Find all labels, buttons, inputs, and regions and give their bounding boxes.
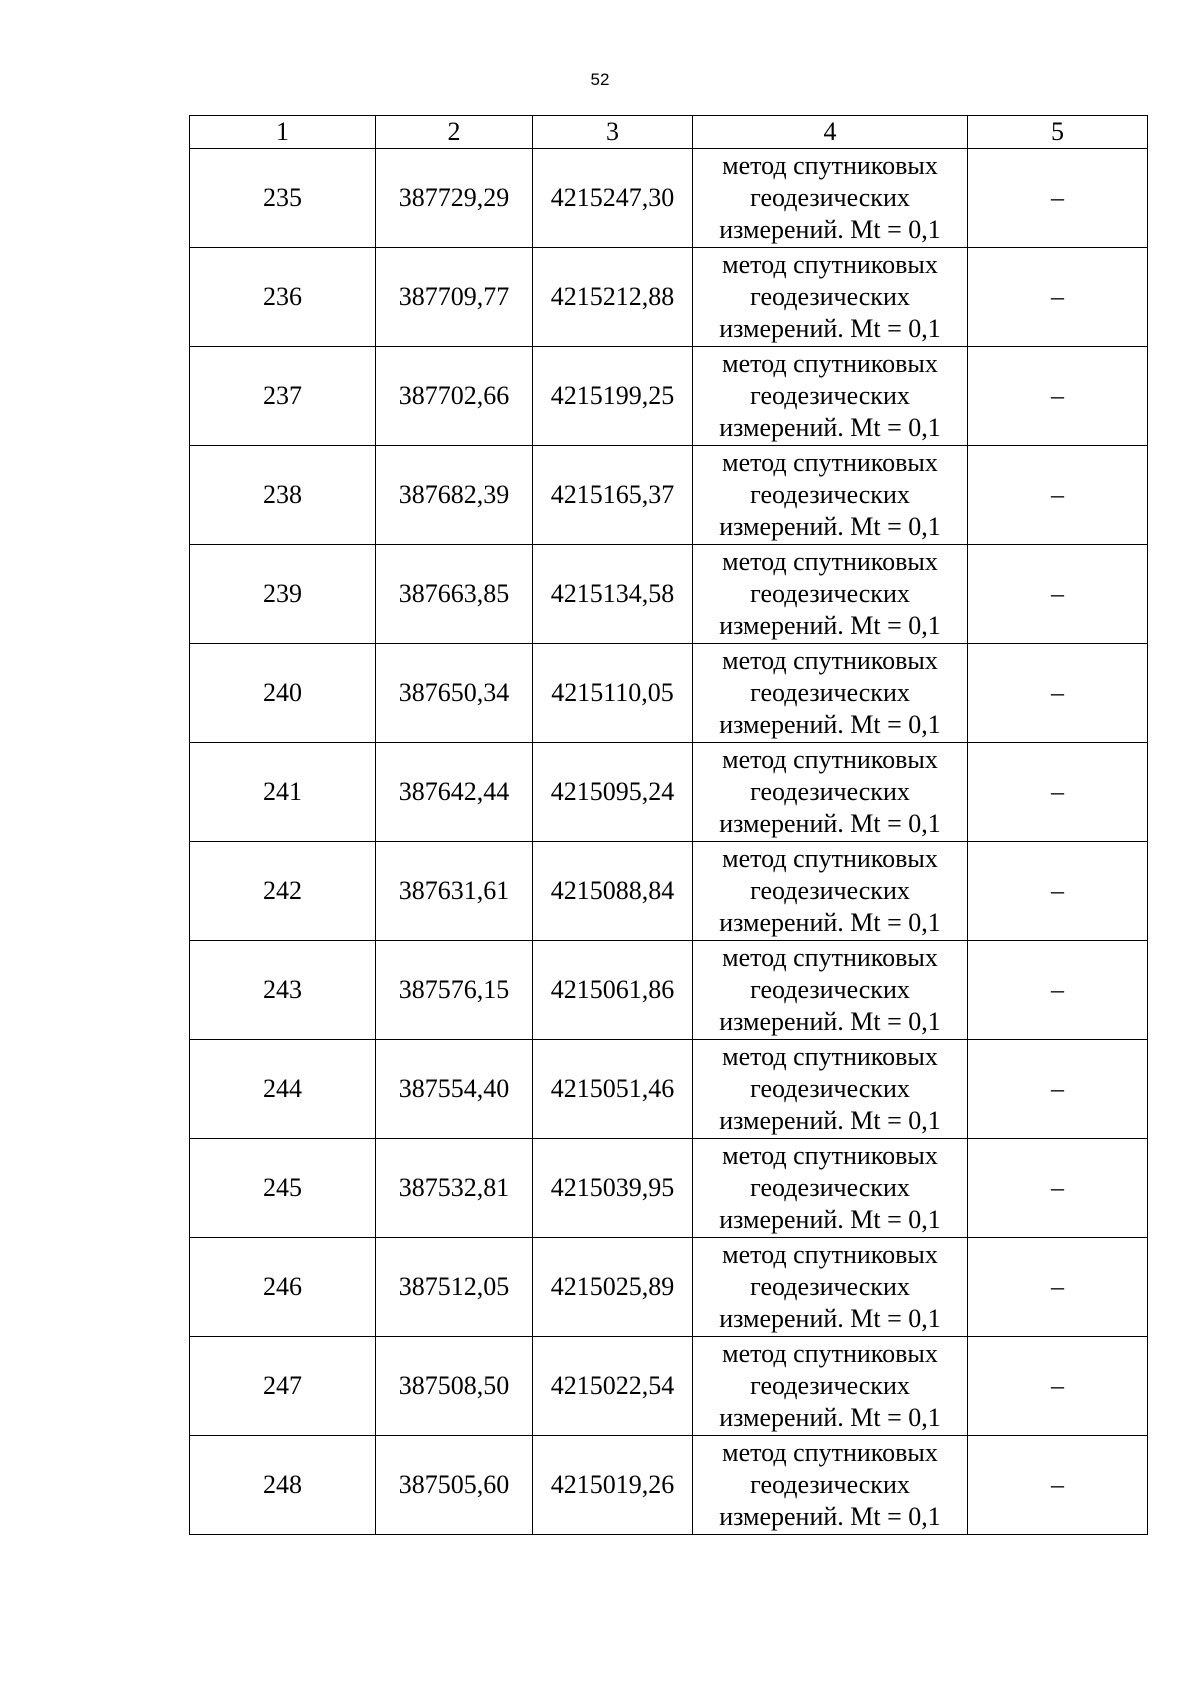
cell-coordinate-y: 4215025,89 [533, 1238, 693, 1337]
cell-coordinate-y: 4215095,24 [533, 743, 693, 842]
table-row [190, 347, 1148, 446]
cell-note: – [968, 347, 1148, 446]
cell-point-number: 240 [190, 644, 376, 743]
cell-point-number: 239 [190, 545, 376, 644]
cell-note: – [968, 1337, 1148, 1436]
cell-method [693, 1040, 968, 1139]
method-line: геодезических [750, 1074, 910, 1103]
cell-coordinate-y: 4215134,58 [533, 545, 693, 644]
cell-coordinate-x: 387682,39 [376, 446, 533, 545]
cell-note: – [968, 1436, 1148, 1535]
cell-point-number: 243 [190, 941, 376, 1040]
table-row [190, 248, 1148, 347]
cell-coordinate-y: 4215247,30 [533, 149, 693, 248]
method-line: метод спутниковых [722, 1438, 938, 1467]
table-row [190, 1238, 1148, 1337]
page-number: 52 [590, 70, 610, 89]
cell-coordinate-y: 4215019,26 [533, 1436, 693, 1535]
cell-coordinate-x: 387508,50 [376, 1337, 533, 1436]
cell-method [693, 1139, 968, 1238]
cell-coordinate-x: 387576,15 [376, 941, 533, 1040]
cell-coordinate-x: 387512,05 [376, 1238, 533, 1337]
cell-point-number: 235 [190, 149, 376, 248]
cell-note: – [968, 248, 1148, 347]
cell-coordinate-x: 387729,29 [376, 149, 533, 248]
cell-point-number: 246 [190, 1238, 376, 1337]
cell-coordinate-x: 387650,34 [376, 644, 533, 743]
cell-coordinate-y: 4215110,05 [533, 644, 693, 743]
table-row [190, 842, 1148, 941]
cell-method [693, 1238, 968, 1337]
method-line: метод спутниковых [722, 1042, 938, 1071]
cell-note: – [968, 941, 1148, 1040]
table-row [190, 1139, 1148, 1238]
method-line: метод спутниковых [722, 349, 938, 378]
table-row [190, 1337, 1148, 1436]
cell-method [693, 248, 968, 347]
cell-point-number: 236 [190, 248, 376, 347]
cell-method [693, 545, 968, 644]
method-line: измерений. Mt = 0,1 [719, 314, 941, 343]
method-line: геодезических [750, 1371, 910, 1400]
method-line: метод спутниковых [722, 1141, 938, 1170]
cell-coordinate-y: 4215039,95 [533, 1139, 693, 1238]
method-line: геодезических [750, 579, 910, 608]
header-col-4: 4 [693, 116, 968, 149]
coordinates-table [189, 115, 1148, 1535]
method-line: геодезических [750, 1470, 910, 1499]
table-row [190, 545, 1148, 644]
method-line: метод спутниковых [722, 1339, 938, 1368]
method-line: геодезических [750, 381, 910, 410]
cell-point-number: 241 [190, 743, 376, 842]
cell-method [693, 644, 968, 743]
table-header-row [190, 116, 1148, 149]
method-line: метод спутниковых [722, 250, 938, 279]
cell-note: – [968, 149, 1148, 248]
method-line: измерений. Mt = 0,1 [719, 413, 941, 442]
method-line: измерений. Mt = 0,1 [719, 1304, 941, 1333]
method-line: измерений. Mt = 0,1 [719, 1502, 941, 1531]
cell-coordinate-y: 4215165,37 [533, 446, 693, 545]
cell-coordinate-y: 4215212,88 [533, 248, 693, 347]
cell-coordinate-y: 4215061,86 [533, 941, 693, 1040]
cell-note: – [968, 842, 1148, 941]
cell-coordinate-y: 4215051,46 [533, 1040, 693, 1139]
method-line: метод спутниковых [722, 1240, 938, 1269]
cell-note: – [968, 545, 1148, 644]
method-line: геодезических [750, 975, 910, 1004]
cell-note: – [968, 644, 1148, 743]
method-line: измерений. Mt = 0,1 [719, 908, 941, 937]
method-line: метод спутниковых [722, 547, 938, 576]
cell-coordinate-x: 387532,81 [376, 1139, 533, 1238]
cell-point-number: 237 [190, 347, 376, 446]
cell-coordinate-y: 4215022,54 [533, 1337, 693, 1436]
cell-coordinate-x: 387642,44 [376, 743, 533, 842]
method-line: геодезических [750, 282, 910, 311]
cell-coordinate-x: 387631,61 [376, 842, 533, 941]
method-line: метод спутниковых [722, 943, 938, 972]
method-line: геодезических [750, 183, 910, 212]
method-line: геодезических [750, 876, 910, 905]
table-row [190, 1436, 1148, 1535]
header-col-2: 2 [376, 116, 533, 149]
cell-note: – [968, 1040, 1148, 1139]
table-body [190, 149, 1148, 1535]
method-line: измерений. Mt = 0,1 [719, 611, 941, 640]
cell-point-number: 244 [190, 1040, 376, 1139]
table-row [190, 149, 1148, 248]
cell-method [693, 1337, 968, 1436]
cell-method [693, 842, 968, 941]
cell-point-number: 238 [190, 446, 376, 545]
cell-coordinate-x: 387663,85 [376, 545, 533, 644]
cell-coordinate-y: 4215088,84 [533, 842, 693, 941]
method-line: измерений. Mt = 0,1 [719, 1106, 941, 1135]
cell-note: – [968, 743, 1148, 842]
method-line: метод спутниковых [722, 448, 938, 477]
header-col-3: 3 [533, 116, 693, 149]
method-line: геодезических [750, 777, 910, 806]
method-line: геодезических [750, 678, 910, 707]
method-line: геодезических [750, 480, 910, 509]
cell-coordinate-x: 387702,66 [376, 347, 533, 446]
method-line: измерений. Mt = 0,1 [719, 1403, 941, 1432]
cell-note: – [968, 446, 1148, 545]
method-line: метод спутниковых [722, 745, 938, 774]
method-line: геодезических [750, 1272, 910, 1301]
method-line: геодезических [750, 1173, 910, 1202]
method-line: измерений. Mt = 0,1 [719, 1007, 941, 1036]
table-row [190, 1040, 1148, 1139]
cell-method [693, 446, 968, 545]
table-row [190, 941, 1148, 1040]
cell-note: – [968, 1238, 1148, 1337]
method-line: измерений. Mt = 0,1 [719, 512, 941, 541]
cell-method [693, 1436, 968, 1535]
cell-point-number: 245 [190, 1139, 376, 1238]
cell-method [693, 149, 968, 248]
cell-note: – [968, 1139, 1148, 1238]
method-line: метод спутниковых [722, 646, 938, 675]
table-row [190, 446, 1148, 545]
header-col-5: 5 [968, 116, 1148, 149]
method-line: измерений. Mt = 0,1 [719, 1205, 941, 1234]
table-row [190, 644, 1148, 743]
method-line: измерений. Mt = 0,1 [719, 215, 941, 244]
cell-coordinate-x: 387709,77 [376, 248, 533, 347]
cell-coordinate-y: 4215199,25 [533, 347, 693, 446]
cell-method [693, 743, 968, 842]
cell-point-number: 247 [190, 1337, 376, 1436]
cell-point-number: 242 [190, 842, 376, 941]
method-line: измерений. Mt = 0,1 [719, 710, 941, 739]
cell-coordinate-x: 387505,60 [376, 1436, 533, 1535]
method-line: метод спутниковых [722, 151, 938, 180]
method-line: метод спутниковых [722, 844, 938, 873]
cell-coordinate-x: 387554,40 [376, 1040, 533, 1139]
cell-method [693, 347, 968, 446]
header-col-1: 1 [190, 116, 376, 149]
method-line: измерений. Mt = 0,1 [719, 809, 941, 838]
cell-method [693, 941, 968, 1040]
table-row [190, 743, 1148, 842]
cell-point-number: 248 [190, 1436, 376, 1535]
